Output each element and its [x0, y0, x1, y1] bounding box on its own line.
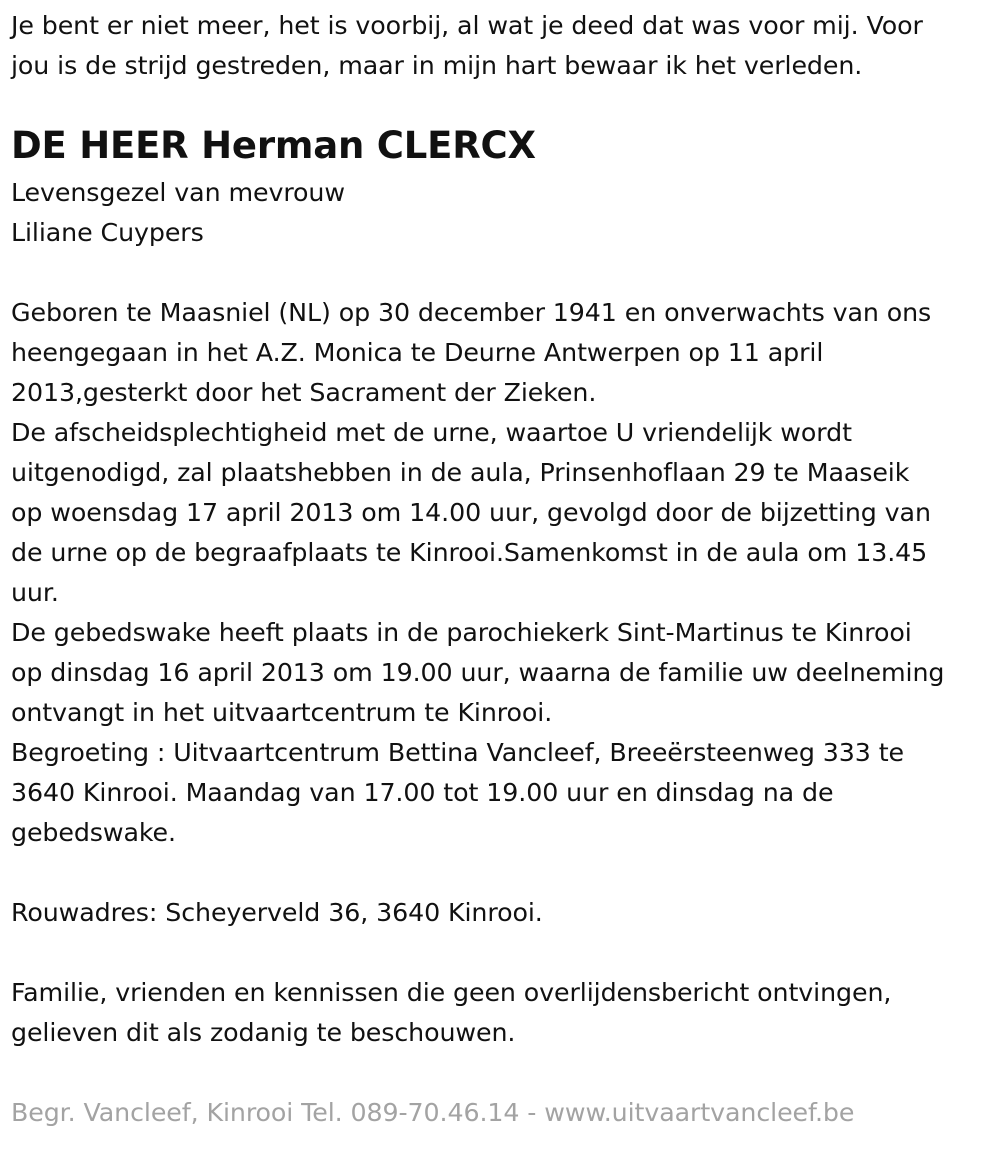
family-notice-line: Familie, vrienden en kennissen die geen overlijdensbericht ontvingen, — [11, 978, 892, 1007]
poem-line: Je bent er niet meer, het is voorbij, al wat je deed dat was voor mij. Voor — [11, 11, 923, 40]
announcement-line: uur. — [11, 578, 59, 607]
announcement-line: 2013,gesterkt door het Sacrament der Zieken. — [11, 378, 597, 407]
mourning-address-line: Rouwadres: Scheyerveld 36, 3640 Kinrooi. — [11, 898, 543, 927]
family-notice — [11, 973, 991, 1053]
announcement-line: uitgenodigd, zal plaatshebben in de aula, Prinsenhoflaan 29 te Maaseik — [11, 458, 910, 487]
announcement-line: ontvangt in het uitvaartcentrum te Kinrooi. — [11, 698, 553, 727]
announcement-line: op woensdag 17 april 2013 om 14.00 uur, gevolgd door de bijzetting van — [11, 498, 931, 527]
announcement — [11, 293, 991, 853]
relation-block — [11, 173, 991, 253]
announcement-line: De gebedswake heeft plaats in de parochiekerk Sint-Martinus te Kinrooi — [11, 618, 912, 647]
announcement-line: de urne op de begraafplaats te Kinrooi.Samenkomst in de aula om 13.45 — [11, 538, 928, 567]
mourning-address — [11, 893, 991, 933]
announcement-line: Begroeting : Uitvaartcentrum Bettina Vancleef, Breeërsteenweg 333 te — [11, 738, 904, 767]
poem-line: jou is de strijd gestreden, maar in mijn hart bewaar ik het verleden. — [11, 51, 863, 80]
announcement-line: heengegaan in het A.Z. Monica te Deurne Antwerpen op 11 april — [11, 338, 824, 367]
relation-line: Levensgezel van mevrouw — [11, 178, 345, 207]
funeral-home-footer — [11, 1093, 991, 1133]
family-notice-line: gelieven dit als zodanig te beschouwen. — [11, 1018, 516, 1047]
poem — [11, 6, 991, 86]
deceased-name: DE HEER Herman CLERCX — [11, 124, 536, 167]
announcement-line: Geboren te Maasniel (NL) op 30 december 1941 en onverwachts van ons — [11, 298, 932, 327]
announcement-line: 3640 Kinrooi. Maandag van 17.00 tot 19.00 uur en dinsdag na de — [11, 778, 834, 807]
funeral-home-footer-line: Begr. Vancleef, Kinrooi Tel. 089-70.46.14 - www.uitvaartvancleef.be — [11, 1098, 855, 1127]
relation-line: Liliane Cuypers — [11, 218, 204, 247]
announcement-line: op dinsdag 16 april 2013 om 19.00 uur, waarna de familie uw deelneming — [11, 658, 945, 687]
deceased-name-block — [11, 124, 991, 168]
announcement-line: gebedswake. — [11, 818, 176, 847]
announcement-line: De afscheidsplechtigheid met de urne, waartoe U vriendelijk wordt — [11, 418, 852, 447]
